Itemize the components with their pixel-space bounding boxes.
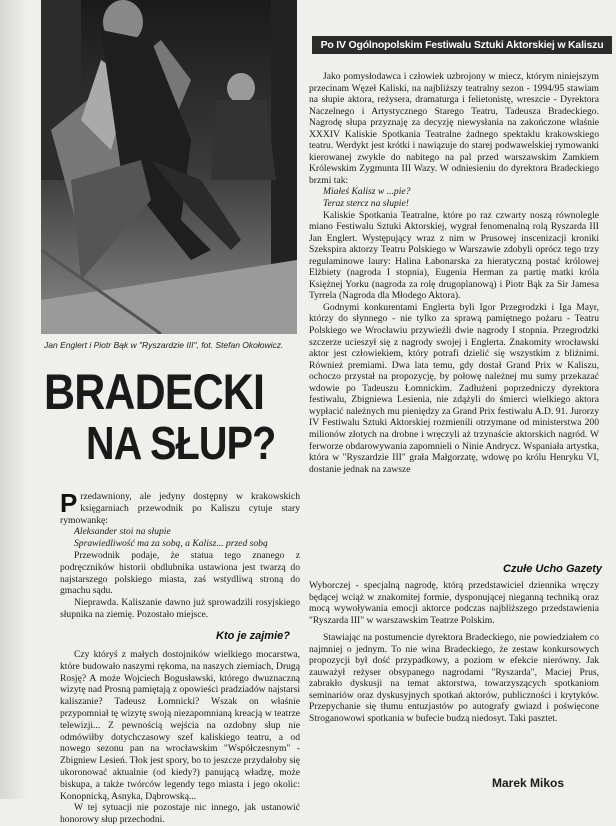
paragraph: Jako pomysłodawca i człowiek uzbrojony w miecz, którym niniejszym przecinam Węzeł Kaliski, na najbliższy teatralny sezon - 1994/95 stawiam na słupie aktora, reżysera, dramaturga i felietonistę, wreszcie - Dyrektora Naczelnego i Artystycznego Starego Teatru, Tadeusza Bradeckiego. Nagrodę słupa przyznaję za decyzję niewysłania na zakończone właśnie XXXIV Kaliskie Spotkania Teatralne żadnego spektaklu krakowskiego teatru. Werdykt jest krótki i nawiązuje do starej podwawelskiej rymowanki kierowanej zwykle do nabitego na pal przed warszawskim Zamkiem Królewskim Zygmunta III Wazy. W odniesieniu do dyrektora Bradeckiego brzmi tak: <box>309 71 599 186</box>
subheading-kto-je-zajmie: Kto je zajmie? <box>216 630 290 642</box>
headline-line-1: BRADECKI <box>44 364 265 420</box>
stage-scene-image <box>41 0 297 334</box>
quote-line: Miałeś Kalisz w ...pie? <box>323 186 411 198</box>
left-column-bottom <box>60 649 300 826</box>
right-column-bottom <box>309 580 599 725</box>
paragraph: Kaliskie Spotkania Teatralne, które po raz czwarty noszą równolegle miano Festiwalu Sztuki Aktorskiej, wygrał fenomenalną rolą Ryszarda III Jan Englert. Występujący wraz z nim w Prusowej inscenizacji kroniki Szekspira aktorzy Teatru Polskiego w Warszawie zdobyli oprócz tego trzy regulaminowe laury: Halina Łabonarska za hieratyczną postać królowej Elżbiety (nagroda I stopnia), Eugenia Herman za partię matki króla Księżnej Yorku (nagroda za rolę drugoplanową) i Piotr Bąk za Sir Jamesa Tyrrela (Nagroda dla Młodego Aktora). <box>309 209 599 302</box>
paragraph: Czy któryś z małych dostojników wielkiego mocarstwa, które budowało naszymi rękoma, na naszych ziemiach, Drugą Rosję? A może Wojciech Bogusławski, którego dwuznaczną wizytę nad Prosną pamiętają z opowieści pradziadów najstarsi kaliszanie? Tadeusz Łomnicki? Wszak on właśnie przypomniał tę wizytę swoją niezapomnianą kreacją w teatrze telewizji... Z pewnością wejścia na ozdobny słup nie odmówiłby dotychczasowy szef kaliskiego teatru, a od nowego sezonu pan na wrocławskim "Współczesnym" - Zbigniew Lesień. Tłok jest spory, bo to jeszcze przydałoby się ukoronować aktualnie (od kiedy?) panującą władzę, może biskupa, a także twórców legendy tego miasta i jego okolic: Konopnicką, Asnyka, Dąbrowską... <box>60 649 300 802</box>
left-column-top <box>60 488 300 621</box>
paragraph: Godnymi konkurentami Englerta byli Igor Przegrodzki i Iga Mayr, którzy do słynnego - nie tylko za sprawą pamiętnego pożaru - Teatru Polskiego we Wrocławiu przywieźli dwie nagrody I stopnia. Przegrodzki szczerze ucieszył się z nagrody swojej i Englerta. Znakomity wrocławski aktor jest człowiekiem, który potrafi dzielić się wszystkim z bliźnimi. Również premiami. Dwa lata temu, gdy dostał Grand Prix w Kaliszu, ochoczo przystał na propozycję, by połowę należnej mu sumy przekazać wdowie po Tadeuszu Łomnickim. Zadłużeni poprzedniczy dyrektora festiwalu, Zbigniewa Lesienia, nie zdążyli do śmierci wielkiego aktora wypłacić należnych mu pieniędzy za Grand Prix festiwalu A.D. 91. Jurorzy IV Festiwalu Sztuki Aktorskiej rozmienili otrzymane od ministerstwa 200 milionów złotych na drobne i wręczyli aż trzynaście aktorskich nagród. W ferworze obdarowywania zapomnieli o Ninie Andrycz. Wspaniała artystka, która w "Ryszardzie III" grała Małgorzatę, wdowę po królu Henryku VI, dostanie jednak na zawsze <box>309 301 599 475</box>
author-signature: Marek Mikos <box>492 776 565 790</box>
quote-line: Teraz stercz na słupie! <box>323 198 409 210</box>
photo-caption: Jan Englert i Piotr Bąk w "Ryszardzie III", fot. Stefan Okołowicz. <box>44 340 284 350</box>
paragraph: Wyborczej - specjalną nagrodę, którą przedstawiciel dziennika wręczy będącej wciąż w znakomitej formie, dysponującej nieganną techniką oraz mocą wywoływania emocji aktorce podczas najbliższego przedstawienia "Ryszarda III" w warszawskim Teatrze Polskim. <box>309 580 599 626</box>
drop-cap: P <box>60 488 78 518</box>
page-gutter-shadow <box>0 0 28 799</box>
right-column-top <box>309 71 599 475</box>
paragraph: Nieprawda. Kaliszanie dawno już sprowadzili rosyjskiego słupnika na ziemię. Pozostało miejsce. <box>60 597 300 620</box>
lead-paragraph <box>60 488 300 526</box>
quote-line: Sprawiedliwość ma za sobą, a Kalisz... przed sobą <box>74 538 268 550</box>
paragraph: Stawiając na postumencie dyrektora Bradeckiego, nie powiedziałem co najmniej o jednym. To nie wina Bradeckiego, że zestaw konkursowych propozycji był dość przypadkowy, a poziom w efekcie nierówny. Jak zauważył reżyser obsypanego nagrodami "Ryszarda", Maciej Prus, zabrakło dyskusji na temat aktorstwa, towarzyszących spotkaniom seminariów oraz dyskusyjnych spotkań aktorów, publiczności i krytyków. Przepychanie się tłumu entuzjastów po autografy gwiazd i poświęcone Stroganowowi spotkania w bufecie budzą niedosyt. Taki pasztet. <box>309 632 599 725</box>
article-photo <box>41 0 297 334</box>
quote-line: Aleksander stoi na słupie <box>74 526 171 538</box>
paragraph: Przewodnik podaje, że statua tego znanego z podręczników historii obdlubnika ustawiona jest twarzą do najstarszego polskiego miasta, zaś wstydliwą stroną do gmachu sądu. <box>60 549 300 597</box>
paragraph: W tej sytuacji nie pozostaje nic innego, jak ustanowić honorowy słup przechodni. <box>60 802 300 826</box>
headline-line-2: NA SŁUP? <box>86 417 276 469</box>
lead-text: rzedawniony, ale jedyny dostępny w krakowskich księgarniach przewodnik po Kaliszu cytuje stary rymowankę: <box>60 491 300 526</box>
subheading-czule-ucho: Czułe Ucho Gazety <box>503 563 603 575</box>
festival-banner: Po IV Ogólnopolskim Festiwalu Sztuki Aktorskiej w Kaliszu <box>312 36 612 54</box>
